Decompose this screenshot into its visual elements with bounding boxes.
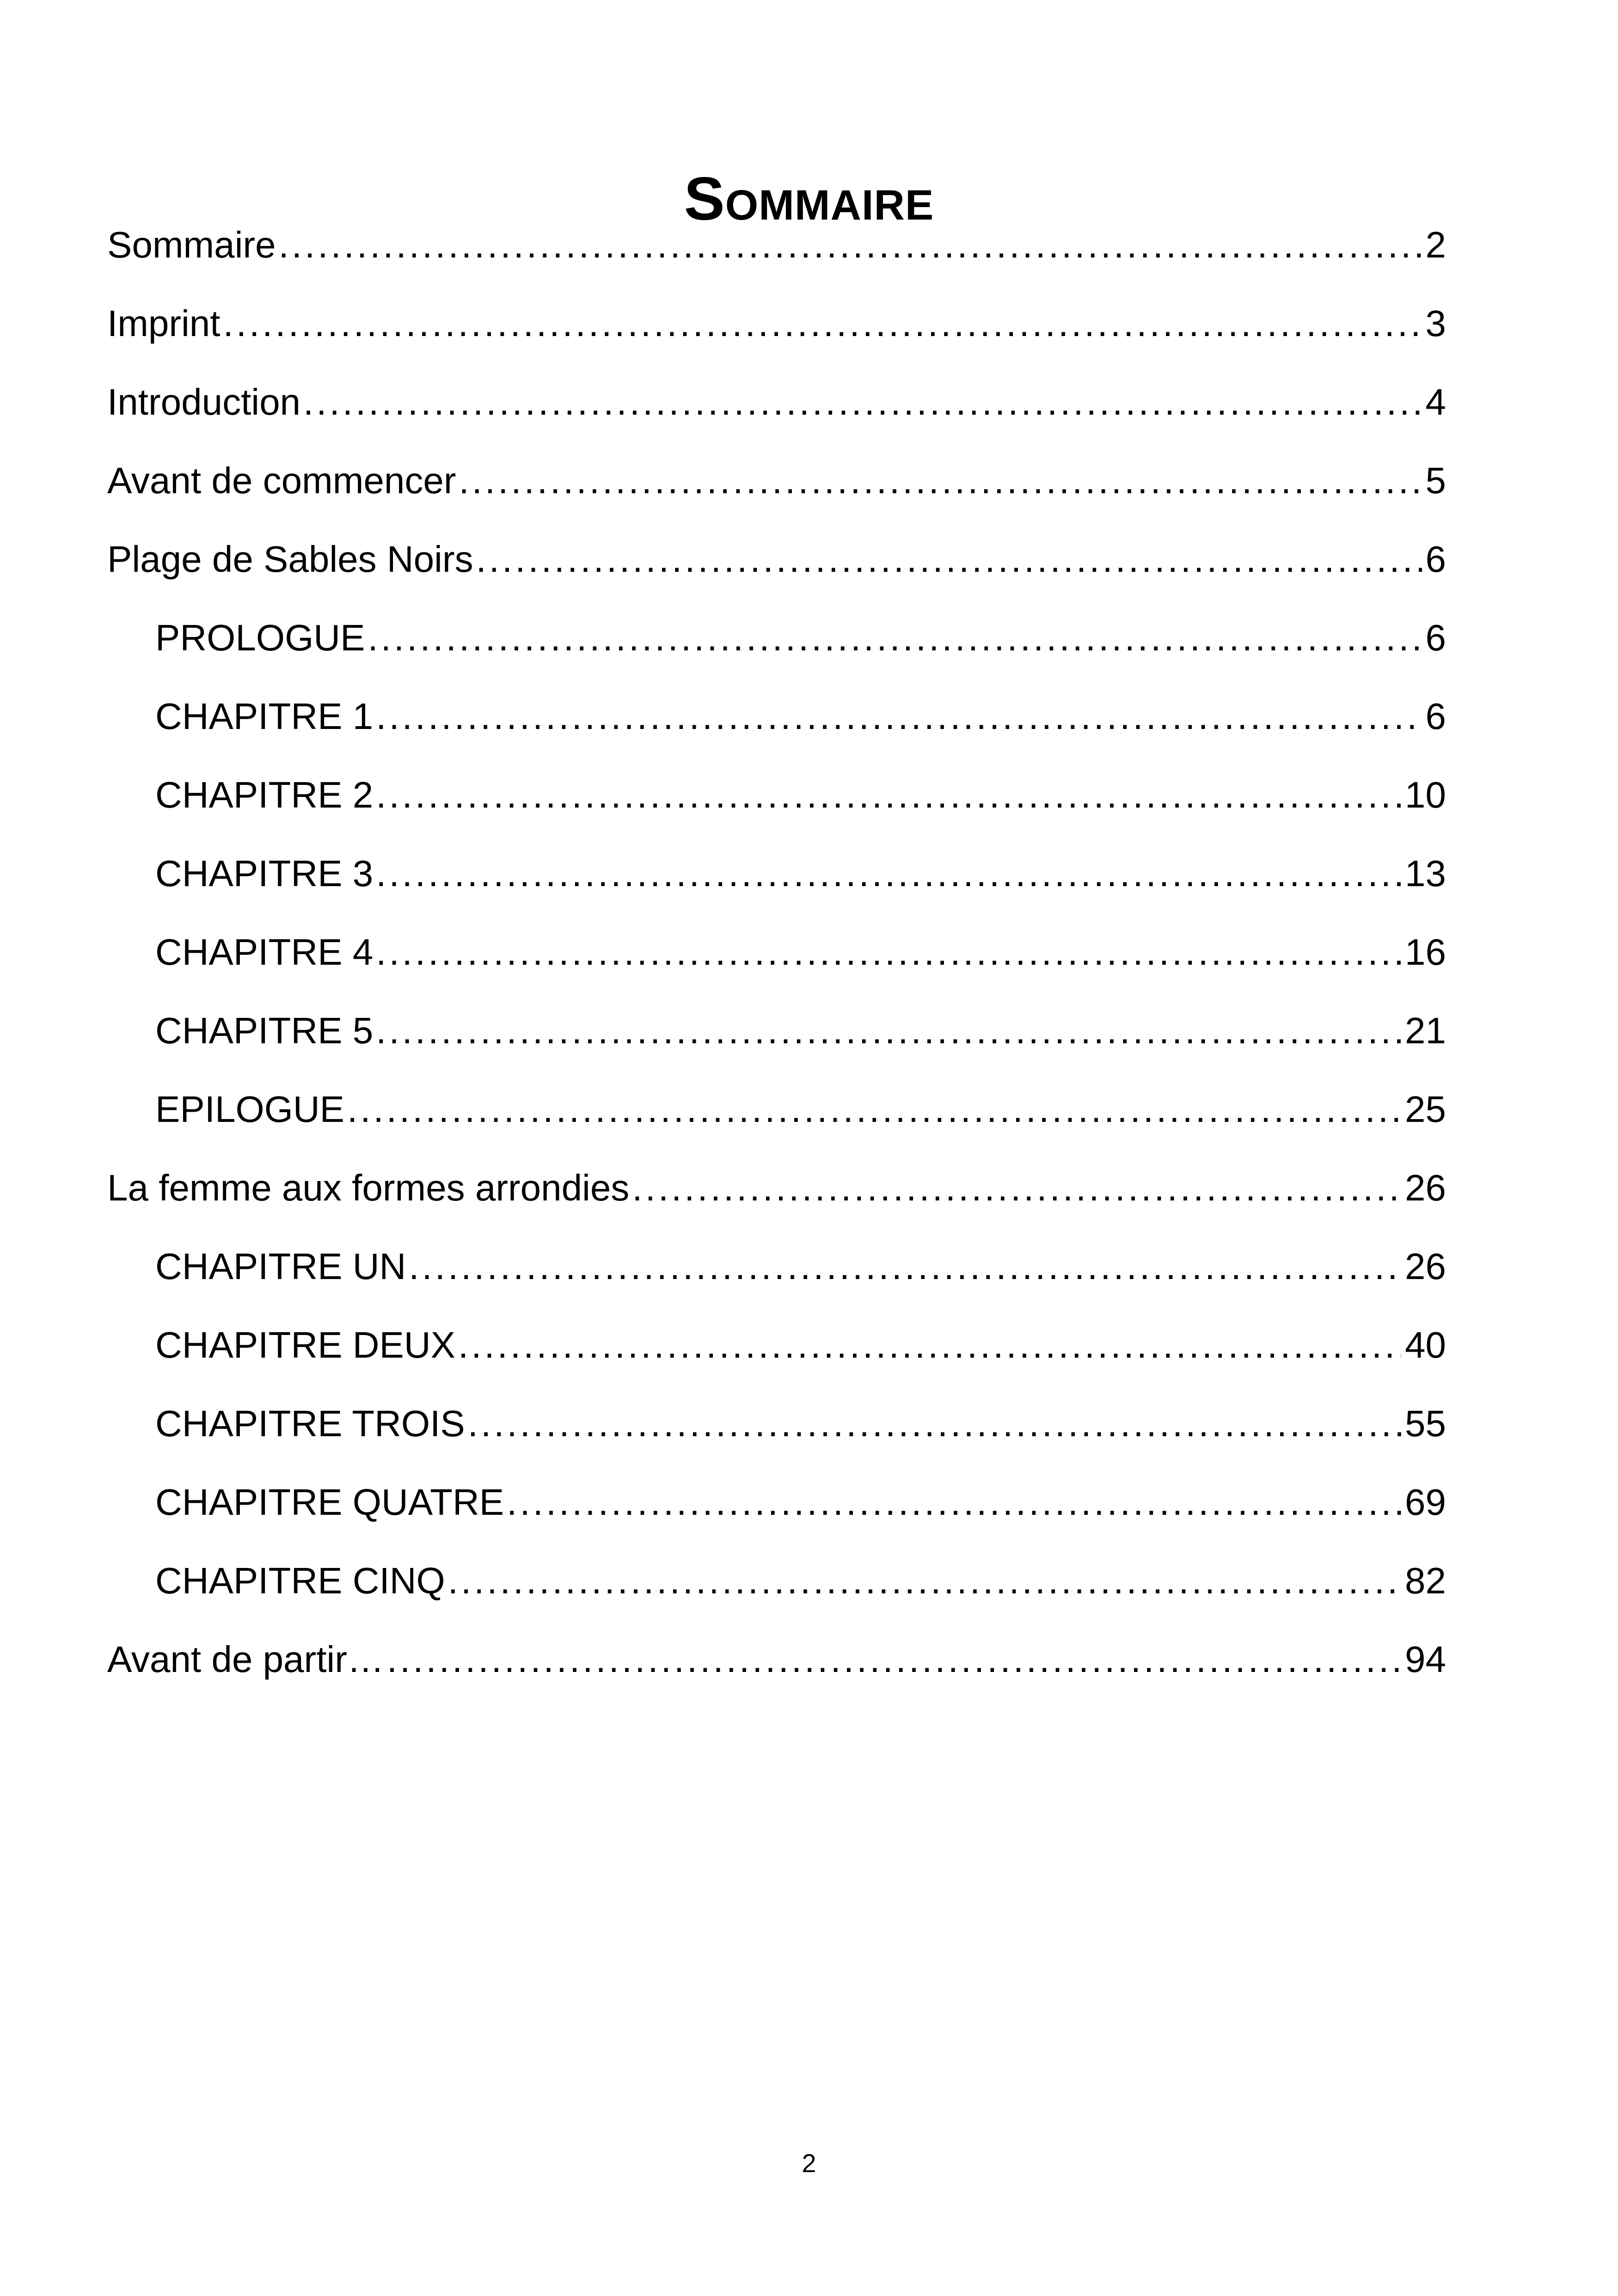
toc-subentry[interactable] <box>107 846 1446 925</box>
toc-entry[interactable] <box>107 453 1446 532</box>
page-title: Sommaire <box>684 165 934 233</box>
toc-entry[interactable] <box>107 532 1446 610</box>
toc-entry-label: Introduction <box>107 381 301 422</box>
toc-entry-page: 13 <box>1405 853 1446 894</box>
toc-dot-leader <box>507 1475 1401 1530</box>
toc-entry-page: 4 <box>1425 381 1446 422</box>
toc-subentry[interactable] <box>107 767 1446 846</box>
toc-entry-label: La femme aux formes arrondies <box>107 1167 630 1208</box>
toc-entry-label: CHAPITRE 2 <box>155 774 374 815</box>
toc-entry-page: 26 <box>1405 1246 1446 1287</box>
toc-dot-leader <box>279 217 1422 273</box>
page-number: 2 <box>802 2149 816 2178</box>
toc-entry-label: Avant de partir… <box>107 1639 384 1680</box>
toc-entry-page: 69 <box>1405 1482 1446 1523</box>
toc-dot-leader <box>223 296 1422 351</box>
toc-dot-leader <box>468 1396 1401 1451</box>
toc-entry-page: 25 <box>1405 1089 1446 1130</box>
toc-dot-leader <box>376 689 1422 744</box>
toc-dot-leader <box>303 374 1422 430</box>
toc-entry-label: CHAPITRE DEUX <box>155 1324 455 1365</box>
toc-entry[interactable] <box>107 1160 1446 1239</box>
toc-entry-label: CHAPITRE QUATRE <box>155 1482 504 1523</box>
toc-subentry[interactable] <box>107 1082 1446 1160</box>
toc-dot-leader <box>448 1553 1401 1609</box>
toc-entry-label: CHAPITRE TROIS <box>155 1403 465 1444</box>
toc-subentry[interactable] <box>107 610 1446 689</box>
toc-entry-label: Sommaire <box>107 224 276 265</box>
table-of-contents <box>107 217 1446 1710</box>
toc-subentry[interactable] <box>107 1239 1446 1317</box>
toc-entry-label: Imprint <box>107 303 221 344</box>
toc-entry-label: CHAPITRE CINQ <box>155 1560 445 1601</box>
toc-dot-leader <box>376 925 1401 980</box>
toc-entry-page: 2 <box>1425 224 1446 265</box>
toc-dot-leader <box>368 610 1422 666</box>
toc-subentry[interactable] <box>107 689 1446 767</box>
toc-entry-page: 82 <box>1405 1560 1446 1601</box>
toc-dot-leader <box>632 1160 1401 1216</box>
toc-subentry[interactable] <box>107 1317 1446 1396</box>
toc-dot-leader <box>376 767 1401 823</box>
toc-entry-label: PROLOGUE <box>155 617 365 658</box>
toc-entry-label: CHAPITRE 4 <box>155 931 374 973</box>
toc-dot-leader <box>376 1003 1401 1059</box>
toc-entry-page: 40 <box>1405 1324 1446 1365</box>
toc-entry[interactable] <box>107 217 1446 296</box>
toc-entry-page: 55 <box>1405 1403 1446 1444</box>
toc-entry-label: Avant de commencer <box>107 460 456 501</box>
toc-entry-page: 26 <box>1405 1167 1446 1208</box>
toc-subentry[interactable] <box>107 925 1446 1003</box>
toc-entry[interactable] <box>107 374 1446 453</box>
toc-entry-label: CHAPITRE 1 <box>155 696 374 737</box>
toc-subentry[interactable] <box>107 1553 1446 1632</box>
toc-entry-page: 3 <box>1425 303 1446 344</box>
toc-dot-leader <box>387 1632 1401 1687</box>
toc-entry-page: 21 <box>1405 1010 1446 1051</box>
toc-entry-page: 16 <box>1405 931 1446 973</box>
toc-subentry[interactable] <box>107 1475 1446 1553</box>
toc-entry-label: EPILOGUE <box>155 1089 345 1130</box>
toc-entry[interactable] <box>107 296 1446 374</box>
toc-entry-page: 6 <box>1425 539 1446 580</box>
toc-entry-label: CHAPITRE UN <box>155 1246 406 1287</box>
toc-entry-page: 6 <box>1425 617 1446 658</box>
toc-entry-label: Plage de Sables Noirs <box>107 539 473 580</box>
toc-entry[interactable] <box>107 1632 1446 1710</box>
toc-dot-leader <box>458 1317 1401 1373</box>
toc-entry-label: CHAPITRE 5 <box>155 1010 374 1051</box>
toc-dot-leader <box>459 453 1422 508</box>
toc-entry-page: 94 <box>1405 1639 1446 1680</box>
toc-entry-page: 5 <box>1425 460 1446 501</box>
toc-entry-label: CHAPITRE 3 <box>155 853 374 894</box>
toc-subentry[interactable] <box>107 1396 1446 1475</box>
toc-dot-leader <box>476 532 1422 587</box>
toc-subentry[interactable] <box>107 1003 1446 1082</box>
toc-dot-leader <box>409 1239 1401 1294</box>
toc-dot-leader <box>376 846 1401 901</box>
toc-entry-page: 10 <box>1405 774 1446 815</box>
toc-entry-page: 6 <box>1425 696 1446 737</box>
toc-dot-leader <box>347 1082 1401 1137</box>
